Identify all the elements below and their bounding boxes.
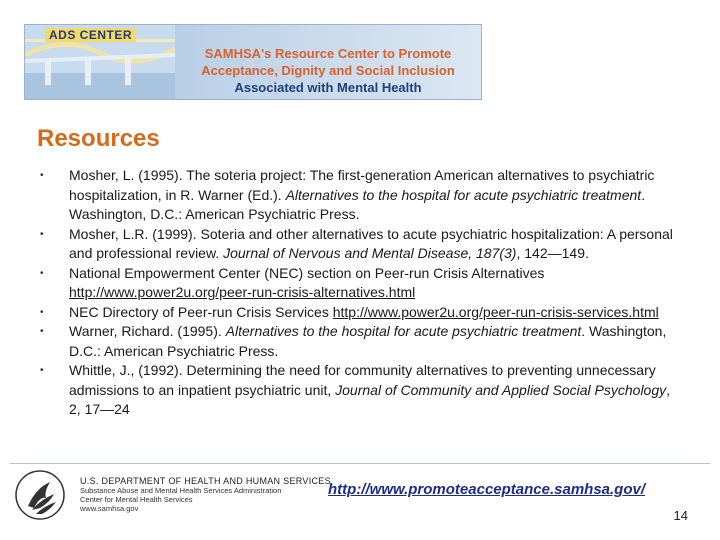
hhs-center: Center for Mental Health Services [80,495,193,504]
bullet-icon: • [40,365,44,376]
ads-center-label: ADS CENTER [45,28,136,42]
reference-list [40,166,680,420]
header-banner [24,24,482,100]
bullet-icon: • [40,267,44,279]
bullet-icon: • [40,306,44,318]
page-title: Resources [37,125,160,152]
hhs-site: www.samhsa.gov [80,504,139,513]
bullet-icon: • [40,326,44,337]
bullet-icon: • [40,228,44,240]
promoteacceptance-link[interactable]: http://www.promoteacceptance.samhsa.gov/ [328,481,646,498]
bullet-icon: • [40,170,44,181]
banner-line-3: Associated with Mental Health [234,80,422,95]
nec-alternatives-link[interactable]: http://www.power2u.org/peer-run-crisis-alternatives.html [69,284,416,300]
nec-directory-link[interactable]: http://www.power2u.org/peer-run-crisis-services.html [332,303,659,320]
reference-item: • NEC Directory of Peer-run Crisis Services http://www.power2u.org/peer-run-crisis-services.html [40,303,680,323]
hhs-eagle-logo-icon [10,468,70,523]
banner-line-2: Acceptance, Dignity and Social Inclusion [201,63,455,78]
page-number: 14 [673,508,688,523]
banner-line-1: SAMHSA's Resource Center to Promote [204,46,452,61]
hhs-text-block [80,477,331,513]
hhs-dept: U.S. DEPARTMENT OF HEALTH AND HUMAN SERVICES [80,476,331,486]
reference-item: • Whittle, J., (1992). Determining the need for community alternatives to preventing unnecessary admissions to an inpatient psychiatric unit, Journal of Community and Applied Social Psychology, 2, 17—24 [40,362,671,417]
banner-text-block [175,25,481,99]
hhs-agency: Substance Abuse and Mental Health Services Administration [80,486,282,495]
footer-divider [10,463,710,464]
reference-item: • Mosher, L.R. (1999). Soteria and other alternatives to acute psychiatric hospitalization: A personal and professional review. Journal of Nervous and Mental Disease, 187(3), 142—149. [40,225,673,261]
reference-item: • Warner, Richard. (1995). Alternatives to the hospital for acute psychiatric treatment. Washington, D.C.: American Psychiatric Press. [40,323,667,359]
reference-item: • Mosher, L. (1995). The soteria project: The first-generation American alternatives to psychiatric hospitalization, in R. Warner (Ed.). Alternatives to the hospital for acute psychiatric treatment. Washington, D.C.: American Psychiatric Press. [40,167,655,222]
reference-item: • National Empowerment Center (NEC) section on Peer-run Crisis Alternatives http://www.power2u.org/peer-run-crisis-alternatives.html [40,264,545,300]
